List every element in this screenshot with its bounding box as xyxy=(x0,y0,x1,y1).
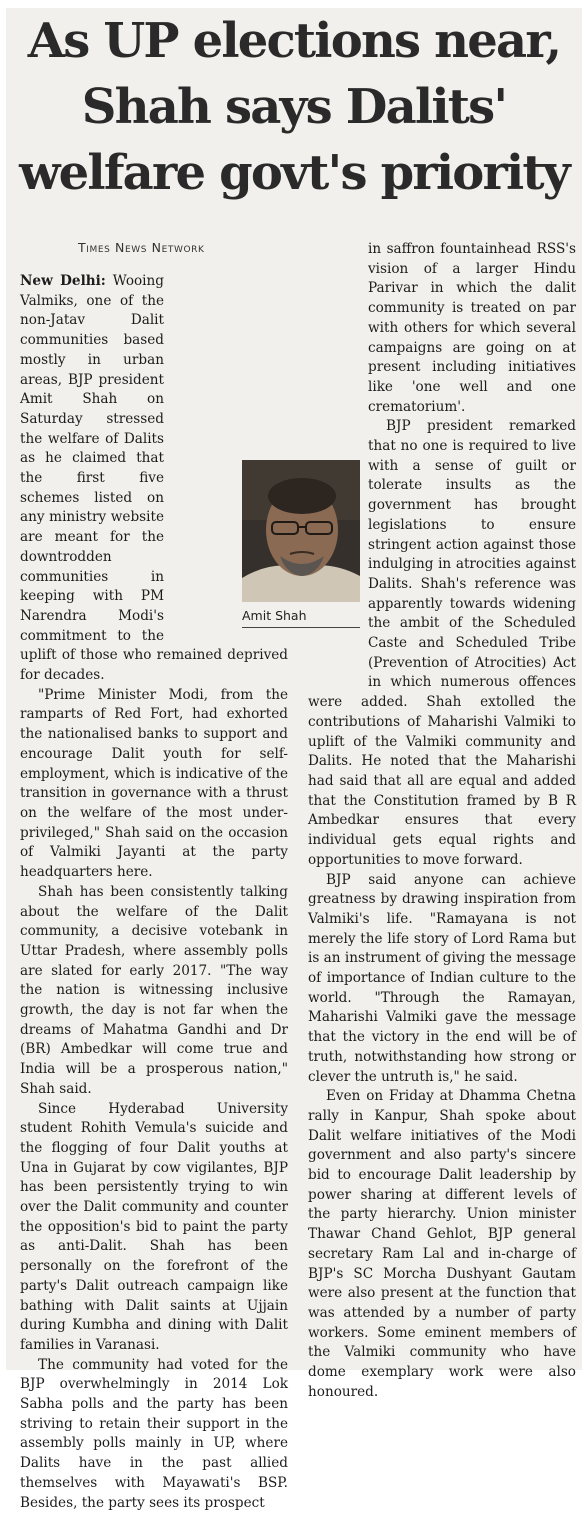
article-paragraph: The community had voted for the BJP overwhelmingly in 2014 Lok Sabha polls and the party has been striving to retain their support in the assembly polls mainly in UP, where Dalits have in the past allied themselves with Mayawati's BSP. Besides, the party sees its prospect xyxy=(20,1356,288,1511)
article-column-right xyxy=(308,240,576,1402)
article-paragraph: in saffron fountainhead RSS's vision of a larger Hindu Parivar in which the dalit community is treated on par with others for which several campaigns are going on at present including initiatives like 'one well and one crematorium'. xyxy=(368,241,576,415)
news-clipping xyxy=(6,8,582,1511)
headline xyxy=(6,8,582,206)
portrait-image xyxy=(242,460,360,602)
article-paragraph: BJP president remarked that no one is required to live with a sense of guilt or tolerate insults as the government has brought legislations to ensure stringent action against those indulging in atrocities against Dalits. Shah's reference was apparently towards widening the ambit of the Scheduled Caste and Scheduled Tribe (Prevention of Atrocities) Act in which numerous offences were added. Shah extolled the contributions of Maharishi Valmiki to uplift of the Valmiki community and Dalits. He noted that the Maharishi had said that all are equal and added that the Constitution framed by B R Ambedkar ensures that every individual gets equal rights and opportunities to move forward. xyxy=(308,418,576,868)
paragraph-text: Wooing Valmiks, one of the non-Jatav Dalit communities based mostly in urban areas, BJP president Amit Shah on Saturday stressed the welfare of Dalits as he claimed that the first five schemes listed on any ministry website are meant for the downtrodden communities in keeping with PM Narendra Modi's commitment to the uplift of those who remained deprived for decades. xyxy=(20,273,288,684)
article-paragraph: BJP said anyone can achieve greatness by drawing inspiration from Valmiki's life. "Ramayana is not merely the life story of Lord Rama but is an instrument of giving the message of importance of Indian culture to the world. "Through the Ramayan, Maharishi Valmiki gave the message that the victory in the end will be of truth, notwithstanding how strong or clever the untruth is," he said. xyxy=(308,871,576,1085)
article-paragraph: Since Hyderabad University student Rohith Vemula's suicide and the flogging of four Dalit youths at Una in Gujarat by cow vigilantes, BJP has been persistently trying to win over the Dalit community and counter the opposition's bid to paint the party as anti-Dalit. Shah has been personally on the forefront of the party's Dalit outreach campaign like bathing with Dalit saints at Ujjain during Kumbha and dining with Dalit families in Varanasi. xyxy=(20,1100,288,1353)
article-paragraph: Shah has been consistently talking about the welfare of the Dalit community, a decisive votebank in Uttar Pradesh, where assembly polls are slated for early 2017. "The way the nation is witnessing inclusive growth, the day is not far when the dreams of Mahatma Gandhi and Dr (BR) Ambedkar will come true and India will be a prosperous nation," Shah said. xyxy=(20,883,288,1097)
photo-caption: Amit Shah xyxy=(242,602,360,628)
photo-figure xyxy=(242,460,360,628)
byline: Times News Network xyxy=(78,240,205,255)
portrait-photo xyxy=(242,460,360,602)
article-paragraph: "Prime Minister Modi, from the ramparts of Red Fort, had exhorted the nationalised banks to support and encourage Dalit youth for self-employment, which is indicative of the transition in governance with a thrust on the welfare of the most under-privileged," Shah said on the occasion of Valmiki Jayanti at the party headquarters here. xyxy=(20,686,288,881)
headline-line-1: As UP elections near, xyxy=(27,13,561,69)
article-paragraph: Even on Friday at Dhamma Chetna rally in Kanpur, Shah spoke about Dalit welfare initiatives of the Modi government and also party's sincere bid to encourage Dalit leadership by power sharing at different levels of the party hierarchy. Union minister Thawar Chand Gehlot, BJP general secretary Ram Lal and in-charge of BJP's SC Morcha Dushyant Gautam were also present at the function that was attended by a number of party workers. Some eminent members of the Valmiki community who have dome exemplary work were also honoured. xyxy=(308,1088,576,1400)
dateline: New Delhi: xyxy=(20,273,106,289)
headline-line-2: Shah says Dalits' xyxy=(81,79,507,135)
article-column-left xyxy=(20,272,288,1513)
headline-line-3: welfare govt's priority xyxy=(19,145,569,201)
